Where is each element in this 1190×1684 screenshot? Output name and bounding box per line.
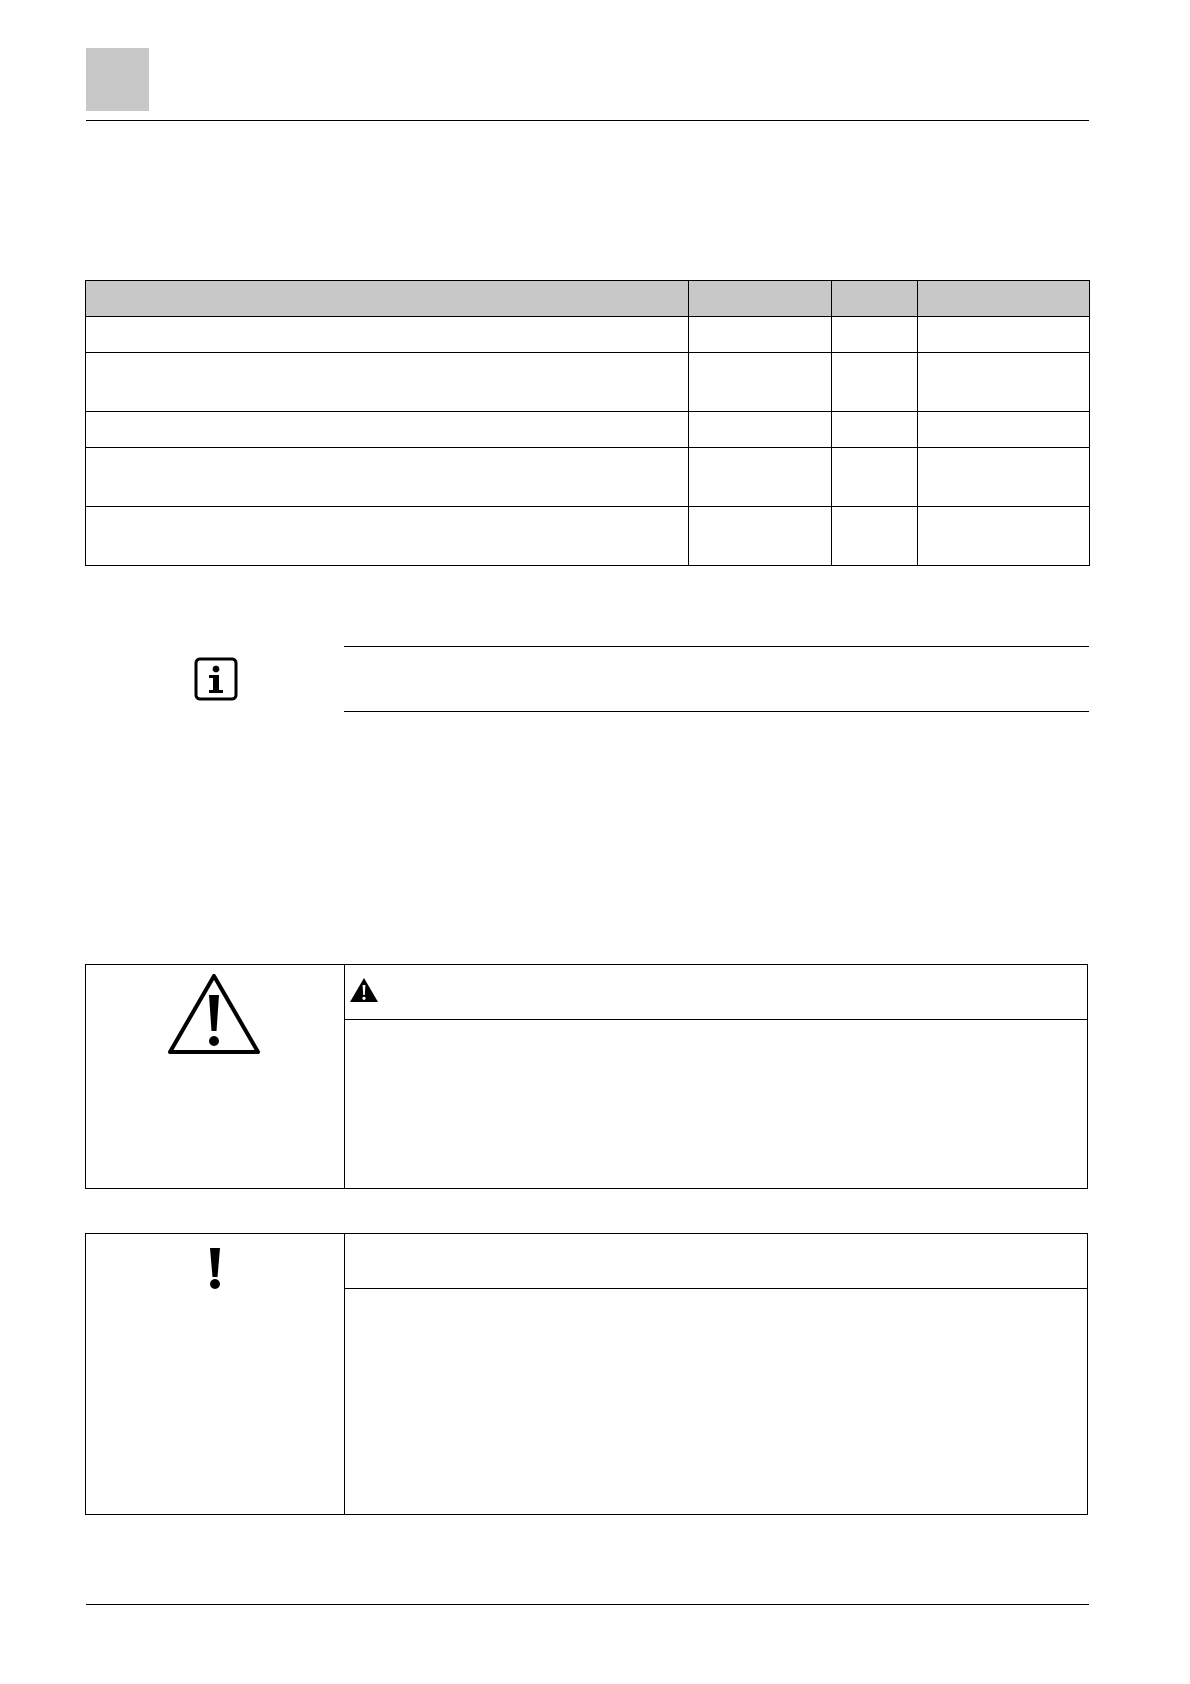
table-cell — [832, 507, 918, 566]
info-icon — [194, 657, 238, 701]
table-cell — [86, 448, 689, 507]
table-cell — [918, 507, 1090, 566]
table-cell — [689, 412, 832, 448]
table-cell — [86, 353, 689, 412]
table-row — [86, 317, 1090, 353]
table-cell — [86, 317, 689, 353]
table-cell — [86, 507, 689, 566]
info-note-bottom-rule — [344, 711, 1089, 712]
table-cell — [86, 412, 689, 448]
table-cell — [689, 353, 832, 412]
header-rule — [86, 120, 1089, 121]
table-cell — [689, 448, 832, 507]
caution-icon-column — [86, 1234, 345, 1514]
warning-notice — [85, 964, 1088, 1189]
table-cell — [689, 507, 832, 566]
warning-header — [344, 965, 1087, 1020]
table-cell — [832, 412, 918, 448]
caution-notice — [85, 1233, 1088, 1515]
table-header-row — [86, 281, 1090, 317]
caution-header — [344, 1234, 1087, 1289]
table-row — [86, 412, 1090, 448]
table-cell — [832, 317, 918, 353]
footer-rule — [86, 1604, 1089, 1605]
column-header — [689, 281, 832, 317]
table-cell — [689, 317, 832, 353]
table-cell — [918, 317, 1090, 353]
column-header — [86, 281, 689, 317]
warning-small-triangle-icon — [349, 977, 379, 1003]
info-note-top-rule — [344, 646, 1089, 647]
table-cell — [832, 448, 918, 507]
warning-icon-column — [86, 965, 345, 1188]
table-row — [86, 448, 1090, 507]
table-cell — [918, 412, 1090, 448]
table-cell — [918, 353, 1090, 412]
table-row — [86, 353, 1090, 412]
table-cell — [918, 448, 1090, 507]
column-header — [918, 281, 1090, 317]
table-row — [86, 507, 1090, 566]
column-header — [832, 281, 918, 317]
chapter-marker — [86, 48, 149, 111]
table-cell — [832, 353, 918, 412]
exclamation-icon — [205, 1246, 225, 1290]
warning-triangle-icon — [166, 971, 262, 1057]
spec-table — [85, 280, 1090, 566]
